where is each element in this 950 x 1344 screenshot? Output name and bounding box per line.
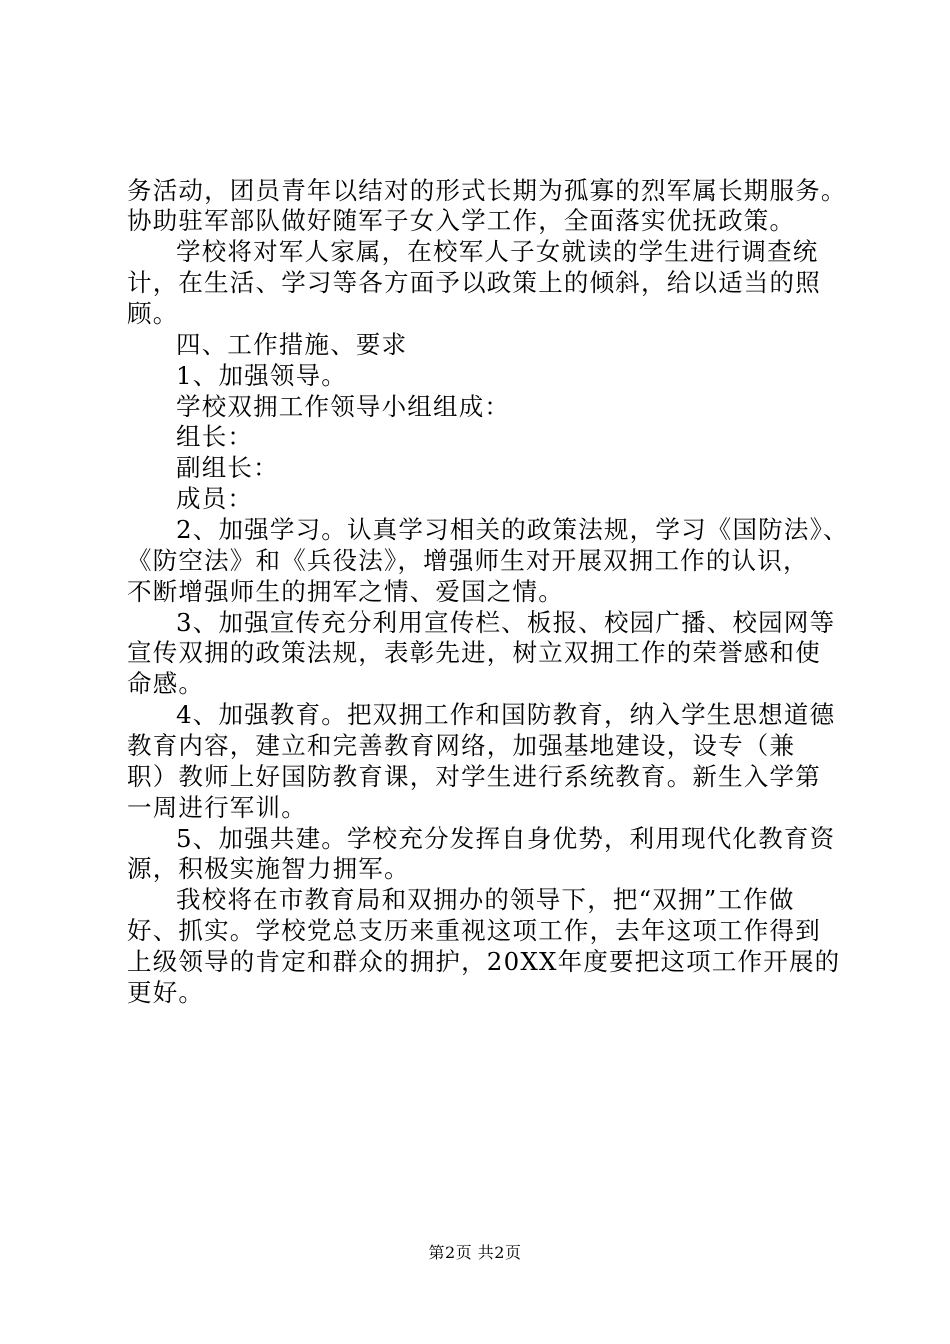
text-line: 好、抓实。学校党总支历来重视这项工作，去年这项工作得到	[127, 916, 821, 945]
page-footer: 第2页 共2页	[428, 1243, 522, 1262]
text-line: 我校将在市教育局和双拥办的领导下，把“双拥”工作做	[176, 885, 795, 914]
text-line: 副组长：	[176, 453, 279, 482]
text-line: 职）教师上好国防教育课，对学生进行系统教育。新生入学第	[127, 762, 821, 791]
text-line: 组长：	[176, 422, 254, 451]
text-line: 1、加强领导。	[176, 361, 347, 390]
text-line: 计，在生活、学习等各方面予以政策上的倾斜，给以适当的照	[127, 268, 821, 297]
text-line: 《防空法》和《兵役法》，增强师生对开展双拥工作的认识，	[127, 546, 809, 575]
text-line: 2、加强学习。认真学习相关的政策法规，学习《国防法》、	[176, 515, 849, 544]
text-line: 务活动，团员青年以结对的形式长期为孤寡的烈军属长期服务。	[127, 176, 847, 205]
text-line: 教育内容，建立和完善教育网络，加强基地建设，设专（兼	[127, 731, 796, 760]
text-line: 命感。	[127, 669, 205, 698]
text-line: 5、加强共建。学校充分发挥自身优势，利用现代化教育资	[176, 824, 836, 853]
text-line: 学校将对军人家属，在校军人子女就读的学生进行调查统	[176, 237, 819, 266]
text-line: 3、加强宣传充分利用宣传栏、板报、校园广播、校园网等	[176, 608, 836, 637]
text-line: 上级领导的肯定和群众的拥护，20XX年度要把这项工作开展的	[127, 947, 841, 976]
text-line: 顾。	[127, 299, 179, 328]
text-line: 更好。	[127, 978, 205, 1007]
text-line: 源，积极实施智力拥军。	[127, 854, 410, 883]
text-line: 宣传双拥的政策法规，表彰先进，树立双拥工作的荣誉感和使	[127, 638, 821, 667]
text-line: 学校双拥工作领导小组组成：	[176, 392, 511, 421]
text-line: 协助驻军部队做好随军子女入学工作，全面落实优抚政策。	[127, 206, 796, 235]
text-line: 成员：	[176, 484, 254, 513]
text-line: 4、加强教育。把双拥工作和国防教育，纳入学生思想道德	[176, 700, 836, 729]
text-line: 一周进行军训。	[127, 793, 307, 822]
text-line: 不断增强师生的拥军之情、爱国之情。	[127, 577, 564, 606]
section-heading: 四、工作措施、要求	[176, 330, 408, 359]
